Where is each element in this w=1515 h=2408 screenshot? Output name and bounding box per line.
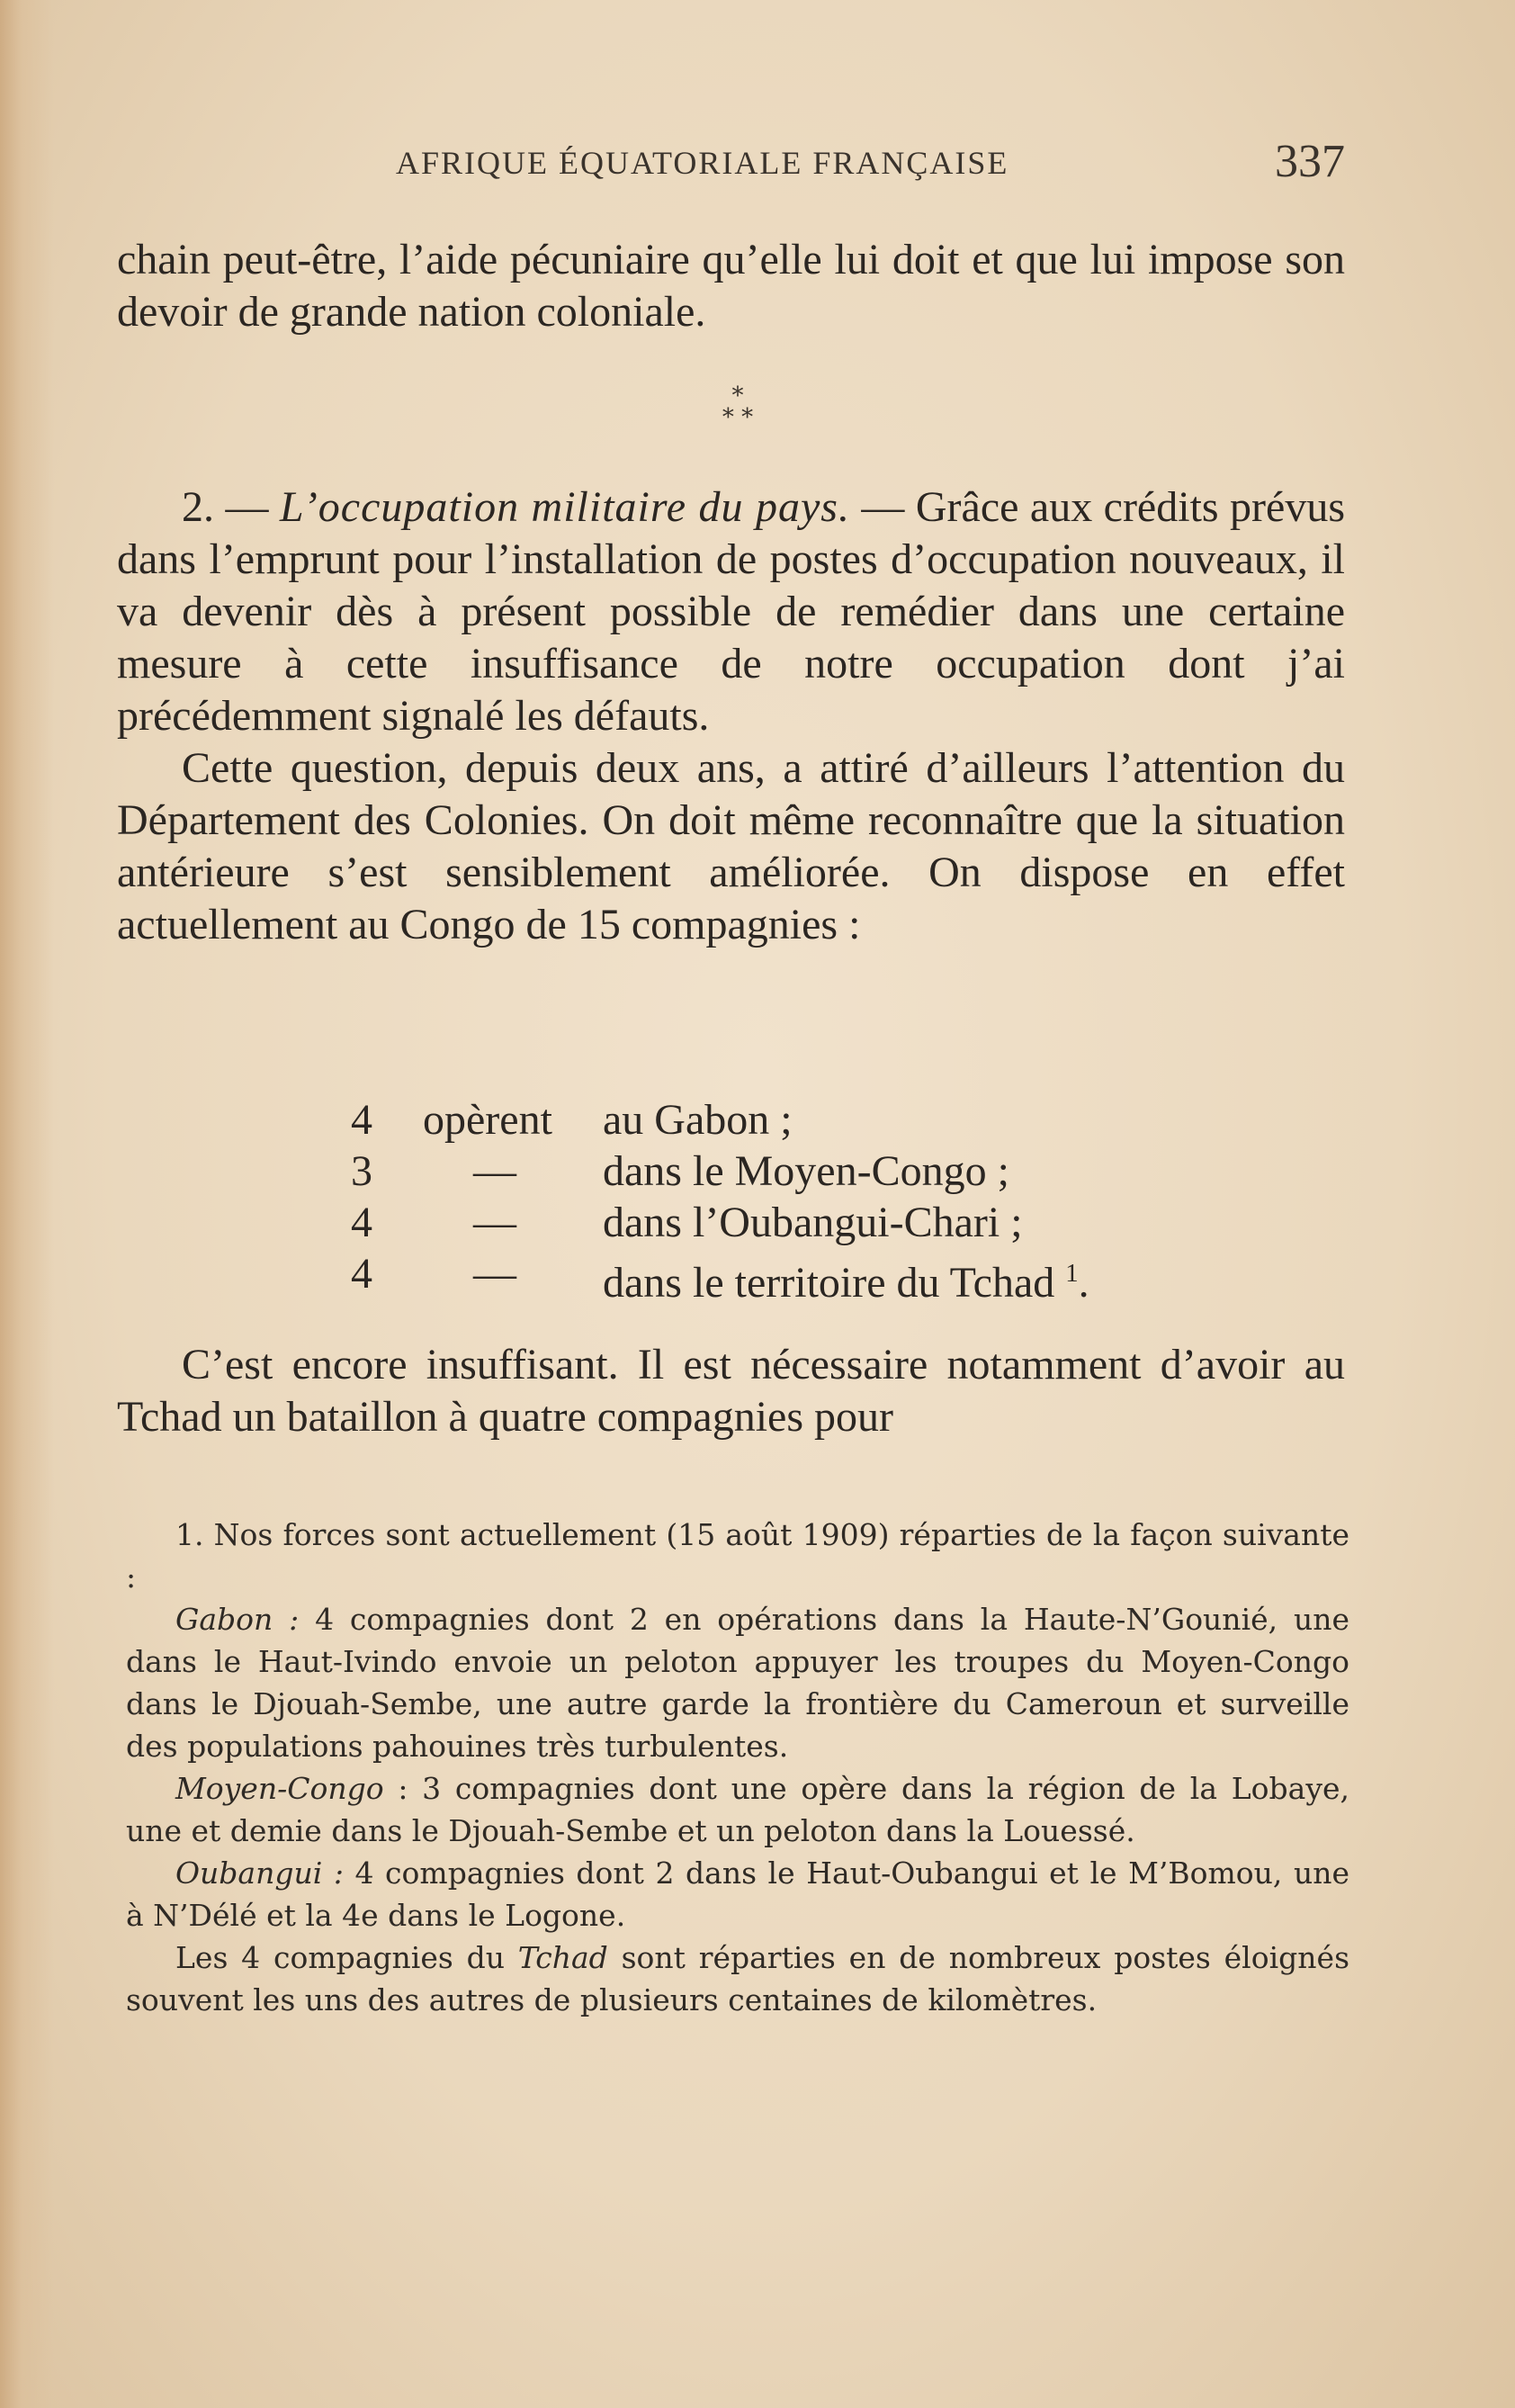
list-item xyxy=(351,1094,1089,1146)
paragraph-2 xyxy=(117,481,1345,742)
company-count: 4 xyxy=(351,1250,372,1298)
asterism-top: * xyxy=(731,382,744,409)
page-number: 337 xyxy=(1275,136,1345,187)
footnote-text-moyen-congo: : 3 compagnies dont une opère dans la région de la Lobaye, une et demie dans le Djouah-Sembe et un peloton dans la Louessé. xyxy=(126,1771,1349,1848)
list-item xyxy=(351,1197,1089,1248)
company-count: 3 xyxy=(351,1147,372,1195)
footnote-label-tchad: Tchad xyxy=(517,1940,608,1975)
footnote-tchad-pre: Les 4 compagnies du xyxy=(175,1940,505,1975)
footnote-text-gabon: 4 compagnies dont 2 en opérations dans la Haute-N’Gounié, une dans le Haut-Ivindo envoie un peloton appuyer les troupes du Moyen-Congo dans le Djouah-Sembe, une autre garde la frontière du Cameroun et surveille des populations pahouines très turbulentes. xyxy=(126,1602,1349,1764)
company-place xyxy=(603,1248,1089,1307)
asterism-bottom: * * xyxy=(722,404,754,431)
footnote-oubangui xyxy=(126,1852,1349,1936)
paragraph-continuation xyxy=(117,234,1345,338)
asterism-separator xyxy=(684,382,792,431)
company-place-text: dans le territoire du Tchad xyxy=(603,1259,1055,1307)
footnote-intro: 1. Nos forces sont actuellement (15 août 1909) réparties de la façon suivante : xyxy=(126,1517,1349,1595)
paragraph-1: chain peut-être, l’aide pécuniaire qu’elle lui doit et que lui impose son devoir de grande nation coloniale. xyxy=(117,236,1345,336)
company-verb: opèrent xyxy=(423,1096,552,1144)
section-military-occupation xyxy=(117,481,1345,951)
section-number: 2. — xyxy=(182,483,269,531)
company-count: 4 xyxy=(351,1096,372,1144)
footnote-text-tchad: sont réparties en de nombreux postes éloignés souvent les uns des autres de plusieurs centaines de kilomètres. xyxy=(126,1940,1349,2017)
company-count: 4 xyxy=(351,1199,372,1246)
ditto-dash: — xyxy=(473,1250,516,1298)
footnote-text-oubangui: 4 compagnies dont 2 dans le Haut-Oubangui et le M’Bomou, une à N’Délé et la 4e dans le Logone. xyxy=(126,1855,1349,1933)
paragraph-2-text: — Grâce aux crédits prévus dans l’emprunt pour l’installation de postes d’occupation nouveaux, il va devenir dès à présent possible de remédier dans une certaine mesure à cette insuffisance de notre occupation dont j’ai précédemment signalé les défauts. xyxy=(117,483,1346,740)
company-place: dans l’Oubangui-Chari ; xyxy=(603,1199,1023,1246)
paragraph-4: C’est encore insuffisant. Il est nécessaire notamment d’avoir au Tchad un bataillon à quatre compagnies pour xyxy=(117,1341,1345,1441)
company-place: au Gabon ; xyxy=(603,1096,793,1144)
section-title: L’occupation militaire du pays. xyxy=(279,483,850,531)
footnote-gabon xyxy=(126,1598,1349,1767)
footnote-label-oubangui: Oubangui : xyxy=(175,1855,344,1891)
list-end-punctuation: . xyxy=(1078,1259,1089,1307)
footnote-marker: 1 xyxy=(1065,1259,1079,1288)
running-head: AFRIQUE ÉQUATORIALE FRANÇAISE xyxy=(396,145,1009,181)
footnote-tchad xyxy=(126,1936,1349,2021)
ditto-dash: — xyxy=(473,1199,516,1246)
page-header xyxy=(117,135,1345,198)
footnote-block xyxy=(126,1514,1349,2021)
list-item xyxy=(351,1146,1089,1197)
company-place: dans le Moyen-Congo ; xyxy=(603,1147,1009,1195)
list-item xyxy=(351,1248,1089,1307)
footnote-label-moyen-congo: Moyen-Congo xyxy=(175,1771,384,1806)
companies-list xyxy=(351,1094,1089,1307)
page-edge-shading xyxy=(0,0,54,2408)
footnote-label-gabon: Gabon : xyxy=(175,1602,300,1637)
paragraph-3: Cette question, depuis deux ans, a attiré d’ailleurs l’attention du Département des Colonies. On doit même reconnaître que la situation antérieure s’est sensiblement améliorée. On dispose en effet actuellement au Congo de 15 compagnies : xyxy=(117,744,1345,948)
paragraph-4-block xyxy=(117,1339,1345,1443)
ditto-dash: — xyxy=(473,1147,516,1195)
footnote-moyen-congo xyxy=(126,1767,1349,1852)
